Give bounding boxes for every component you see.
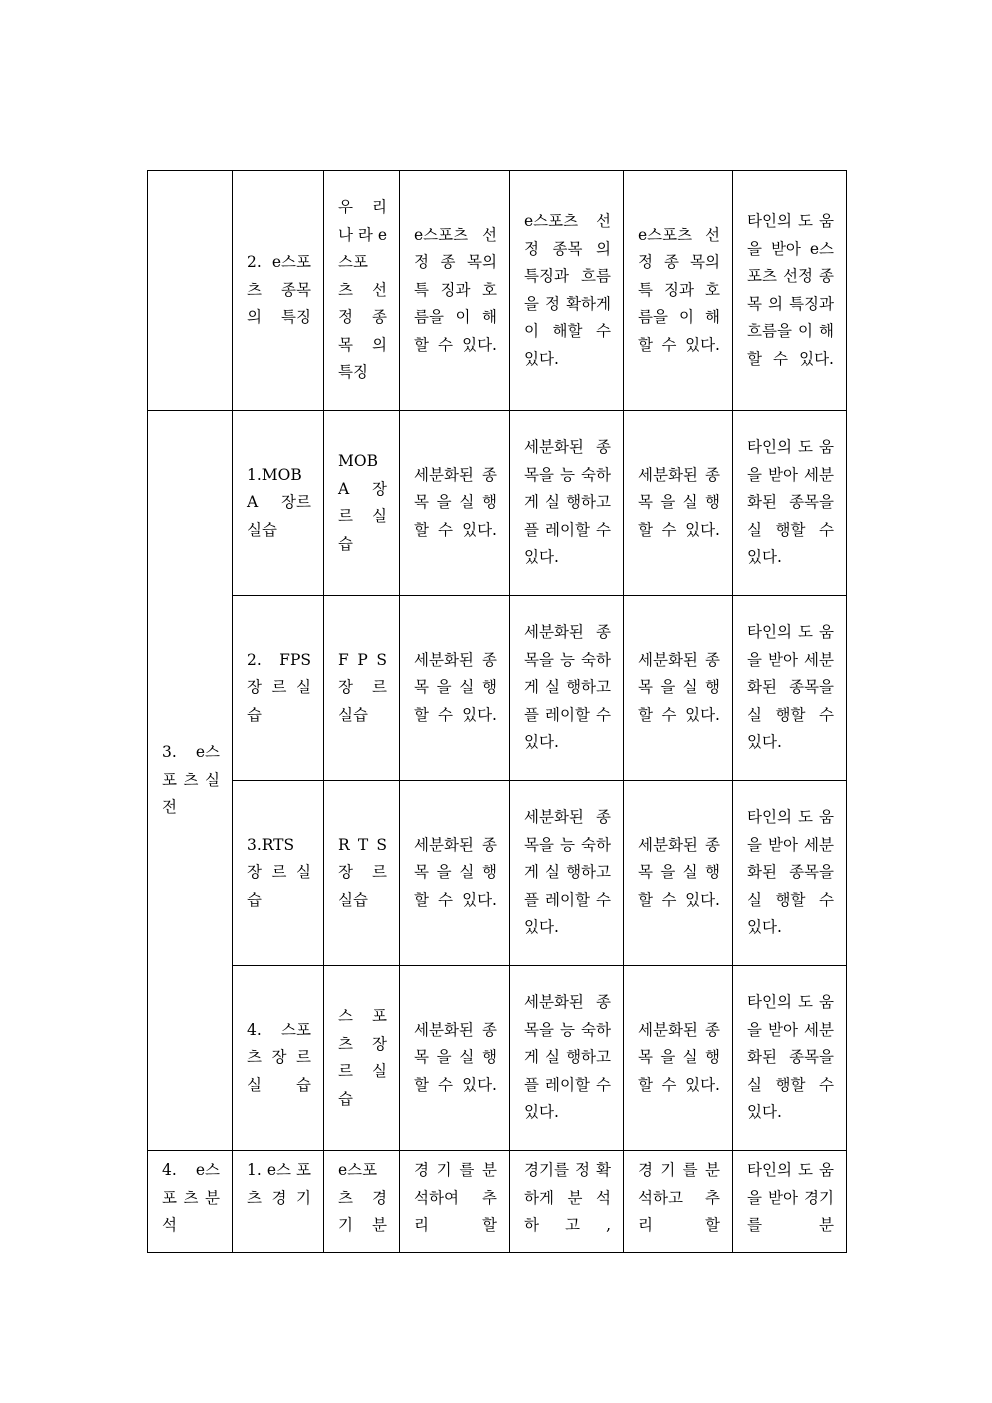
achievement-cell: 세분화된 종 목 을 실 행 할 수 있다. xyxy=(400,781,510,966)
area-cell xyxy=(148,171,233,411)
table-row xyxy=(148,411,847,596)
achievement-cell: 세분화된 종목을 능 숙하게 실 행하고 플 레이할 수 있다. xyxy=(510,966,624,1151)
achievement-cell: 세분화된 종 목 을 실 행 할 수 있다. xyxy=(400,966,510,1151)
element-cell: F P S 장 르 실습 xyxy=(324,596,400,781)
achievement-cell: 타인의 도 움을 받아 세분화된 종목을 실 행할 수 있다. xyxy=(733,781,847,966)
unit-cell: 1.MOB A 장르 실습 xyxy=(233,411,324,596)
table-row xyxy=(148,1151,847,1253)
achievement-cell: 세분화된 종 목 을 실 행 할 수 있다. xyxy=(624,596,733,781)
area-cell: 4. e스 포 츠 분석 xyxy=(148,1151,233,1253)
achievement-cell: 세분화된 종목을 능 숙하게 실 행하고 플 레이할 수 있다. xyxy=(510,781,624,966)
achievement-cell: 타인의 도 움을 받아 경기를 분 xyxy=(733,1151,847,1253)
achievement-cell: 세분화된 종 목 을 실 행 할 수 있다. xyxy=(624,781,733,966)
element-cell: e스포 츠 경 기 분 xyxy=(324,1151,400,1253)
achievement-cell: 타인의 도 움을 받아 세분화된 종목을 실 행할 수 있다. xyxy=(733,411,847,596)
unit-cell: 3.RTS 장 르 실습 xyxy=(233,781,324,966)
element-cell: 우 리 나 라 e스포 츠 선 정 종 목 의 특징 xyxy=(324,171,400,411)
table-row xyxy=(148,596,847,781)
achievement-cell: 세분화된 종목을 능 숙하게 실 행하고 플 레이할 수 있다. xyxy=(510,411,624,596)
area-cell: 3. e스 포 츠 실전 xyxy=(148,411,233,1151)
table-row xyxy=(148,171,847,411)
achievement-cell: 경기를 정 확하게 분 석 하 고 , xyxy=(510,1151,624,1253)
table-row xyxy=(148,781,847,966)
achievement-cell: 세분화된 종 목 을 실 행 할 수 있다. xyxy=(400,411,510,596)
achievement-cell: 타인의 도 움을 받아 세분화된 종목을 실 행할 수 있다. xyxy=(733,596,847,781)
element-cell: 스 포 츠 장 르 실 습 xyxy=(324,966,400,1151)
table-row xyxy=(148,966,847,1151)
achievement-cell: 세분화된 종 목 을 실 행 할 수 있다. xyxy=(624,411,733,596)
achievement-cell: 경 기 를 분석하고 추 리 할 xyxy=(624,1151,733,1253)
achievement-cell: 타인의 도 움을 받아 e스포츠 선정 종목 의 특징과 흐름을 이 해할 수 있다. xyxy=(733,171,847,411)
unit-cell: 1. e스 포 츠 경 기 xyxy=(233,1151,324,1253)
achievement-cell: 세분화된 종 목 을 실 행 할 수 있다. xyxy=(400,596,510,781)
unit-cell: 2. e스포 츠 종목의 특징 xyxy=(233,171,324,411)
element-cell: MOB A 장 르 실 습 xyxy=(324,411,400,596)
achievement-cell: 세분화된 종 목 을 실 행 할 수 있다. xyxy=(624,966,733,1151)
achievement-cell: 경 기 를 분석하여 추 리 할 xyxy=(400,1151,510,1253)
unit-cell: 4. 스포 츠 장 르 실 습 xyxy=(233,966,324,1151)
achievement-cell: e스포츠 선정 종목 의 특징과 흐름을 정 확하게 이 해할 수 있다. xyxy=(510,171,624,411)
achievement-cell: e스포츠 선정 종 목의 특 징과 호 름을 이 해할 수 있다. xyxy=(624,171,733,411)
element-cell: R T S 장 르 실습 xyxy=(324,781,400,966)
unit-cell: 2. FPS 장 르 실습 xyxy=(233,596,324,781)
achievement-standards-table xyxy=(147,170,847,1253)
achievement-cell: e스포츠 선정 종 목의 특 징과 호 름을 이 해할 수 있다. xyxy=(400,171,510,411)
achievement-cell: 타인의 도 움을 받아 세분화된 종목을 실 행할 수 있다. xyxy=(733,966,847,1151)
achievement-cell: 세분화된 종목을 능 숙하게 실 행하고 플 레이할 수 있다. xyxy=(510,596,624,781)
